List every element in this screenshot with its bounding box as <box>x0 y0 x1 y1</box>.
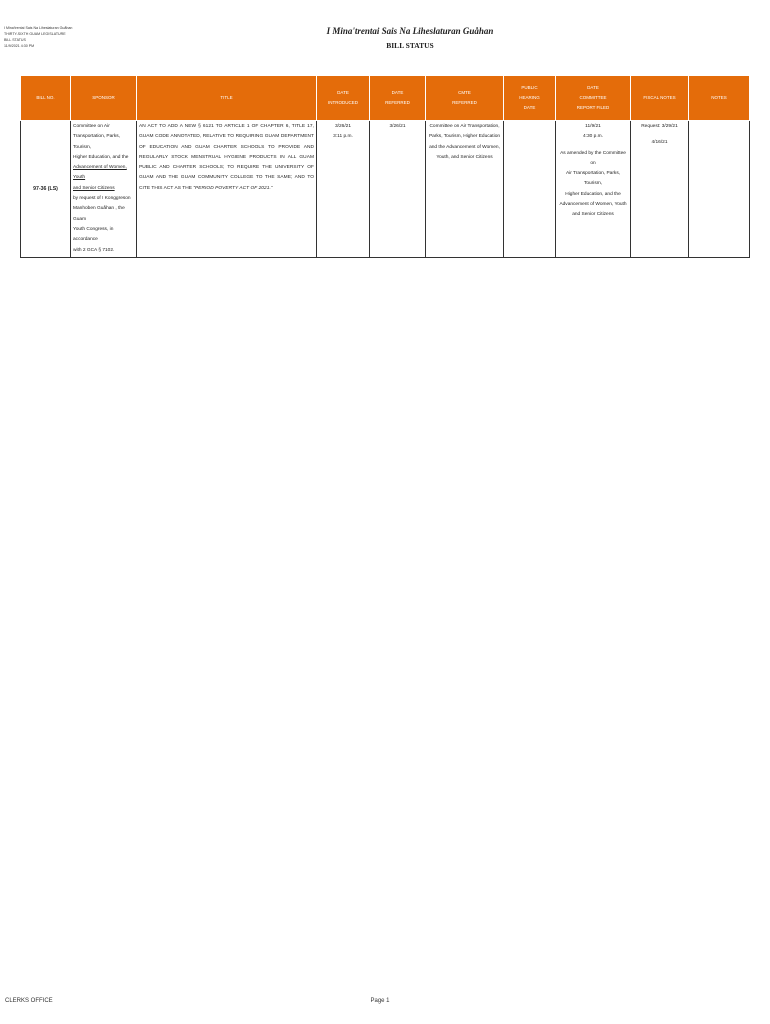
bill-title-text: AN ACT TO ADD A NEW § 6121 TO ARTICLE 1 OF CHAPTER 6, TITLE 17, GUAM CODE ANNOTATED, RELATIVE TO REQUIRING GUAM DEPARTMENT OF EDUCATION AND GUAM CHARTER SCHOOLS TO PROVIDE AND REGULARLY STOCK MENSTRUAL HYGIENE PRODUCTS IN ALL GUAM PUBLIC AND CHARTER SCHOOLS; TO REQUIRE THE UNIVERSITY OF GUAM AND THE GUAM COMMUNITY COLLEGE TO THE SAME; AND TO CITE THIS ACT AS THE <box>139 124 314 191</box>
report-time: 4:30 p.m. <box>583 134 603 140</box>
bill-title-cell <box>137 121 317 258</box>
sponsor-line: Manhoben Guåhan , the Guam <box>73 206 125 222</box>
sponsor-line: Advancement of Women, Youth <box>73 165 127 181</box>
col-header-public-hearing: PUBLIC HEARING DATE <box>504 76 556 121</box>
table-header-row <box>21 76 750 121</box>
report-note-line: Advancement of Women, Youth <box>559 202 627 208</box>
col-header-notes: NOTES <box>689 76 750 121</box>
legislature-title: I Mina'trentai Sais Na Liheslaturan Guåhan <box>326 26 494 36</box>
col-header-fiscal-notes: FISCAL NOTES <box>631 76 689 121</box>
meta-line: I Mina'trentai Sais Na Liheslaturan Guåhan <box>4 26 73 30</box>
sponsor-line: Higher Education, and the <box>73 154 129 160</box>
footer-office: CLERKS OFFICE <box>5 998 53 1004</box>
sponsor-line: and Senior Citizens <box>73 185 115 191</box>
cmte-referred-cell <box>426 121 504 258</box>
bill-number-cell <box>21 121 71 258</box>
page-title: BILL STATUS <box>386 41 434 50</box>
report-note-line: Higher Education, and the <box>565 191 621 197</box>
col-header-cmte-referred: CMTE REFERRED <box>426 76 504 121</box>
public-hearing-cell <box>504 121 556 258</box>
sponsor-line: by request of I Konggreson <box>73 196 131 202</box>
sponsor-line: Youth Congress, in accordance <box>73 226 114 243</box>
sponsor-line: Transportation, Parks, Tourism, <box>73 134 121 150</box>
meta-line: THIRTY-SIXTH GUAM LEGISLATURE <box>4 32 66 36</box>
page-header <box>250 26 570 50</box>
col-header-sponsor: SPONSOR <box>71 76 137 121</box>
meta-line: 11/9/2021 4:30 PM <box>4 44 35 48</box>
sponsor-line: with 2 GCA § 7102. <box>73 247 115 253</box>
date-introduced: 3/26/21 <box>334 124 351 129</box>
cmte-line: Parks, Tourism, Higher Education <box>428 134 501 140</box>
date-introduced-cell <box>317 121 370 258</box>
report-date: 11/9/21 <box>585 124 601 129</box>
fiscal-request: Request: 3/29/21 <box>641 124 678 129</box>
bill-number: 97-36 (LS) <box>33 185 58 192</box>
date-referred-cell <box>370 121 426 258</box>
meta-line: BILL STATUS <box>4 38 26 42</box>
col-header-title: TITLE <box>137 76 317 121</box>
col-header-date-referred: DATE REFERRED <box>370 76 426 121</box>
date-referred: 3/26/21 <box>389 124 406 129</box>
page-number: Page 1 <box>370 998 390 1004</box>
col-header-committee-report: DATE COMMITTEE REPORT FILED <box>556 76 631 121</box>
sponsor-line: Committee on Air <box>73 124 110 129</box>
committee-report-cell <box>556 121 631 258</box>
bill-status-table <box>20 75 750 258</box>
cmte-line: and the Advancement of Women, <box>429 144 500 150</box>
col-header-date-introduced: DATE INTRODUCED <box>317 76 370 121</box>
report-note-line: Air Transportation, Parks, Tourism, <box>565 171 621 187</box>
cmte-line: Committee on Air Transportation, <box>429 124 500 129</box>
report-note-line: As amended by the Committee on <box>560 150 626 166</box>
table-row <box>21 121 750 258</box>
col-header-bill-no: BILL NO. <box>21 76 71 121</box>
fiscal-notes-cell <box>631 121 689 258</box>
notes-cell <box>689 121 750 258</box>
report-note-line: and Senior Citizens <box>572 212 614 218</box>
cmte-line: Youth, and Senior Citizens <box>436 154 493 160</box>
time-introduced: 3:11 p.m. <box>333 134 353 140</box>
sponsor-cell <box>71 121 137 258</box>
document-meta <box>4 25 72 49</box>
fiscal-date: 4/16/21 <box>651 140 668 146</box>
bill-short-title: “PERIOD POVERTY ACT OF 2021.” <box>193 185 273 191</box>
